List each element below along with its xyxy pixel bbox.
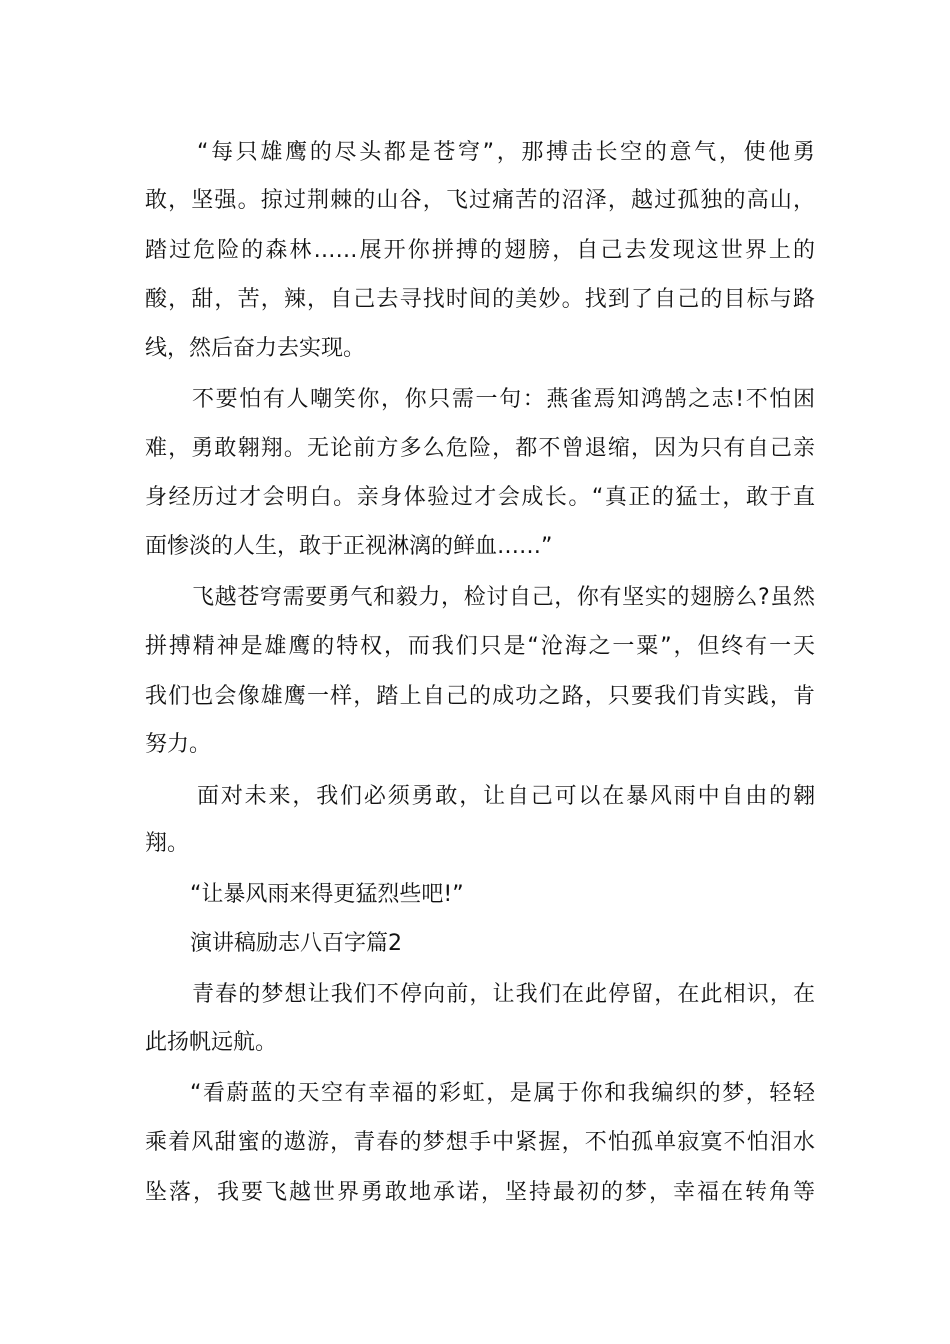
paragraph-line: 此扬帆远航。 (145, 1030, 278, 1055)
paragraph-line: 面惨淡的人生，敢于正视淋漓的鲜血……” (145, 534, 553, 559)
quote-line: “让暴风雨来得更猛烈些吧!” (190, 882, 464, 907)
paragraph-line: 翔。 (145, 831, 190, 856)
paragraph-line: 坠落，我要飞越世界勇敢地承诺，坚持最初的梦，幸福在转角等 (145, 1180, 815, 1205)
paragraph-line: 难，勇敢翱翔。无论前方多么危险，都不曾退缩，因为只有自己亲 (145, 436, 815, 461)
paragraph-line: 努力。 (145, 732, 212, 757)
paragraph-line: 拼搏精神是雄鹰的特权，而我们只是“沧海之一粟”，但终有一天 (145, 634, 815, 659)
paragraph-line: 酸，甜，苦，辣，自己去寻找时间的美妙。找到了自己的目标与路 (145, 287, 815, 312)
paragraph-line: 不要怕有人嘲笑你，你只需一句：燕雀焉知鸿鹄之志!不怕困 (192, 387, 815, 412)
paragraph-line: 我们也会像雄鹰一样，踏上自己的成功之路，只要我们肯实践，肯 (145, 684, 815, 709)
paragraph-line: 线，然后奋力去实现。 (145, 336, 366, 361)
paragraph-line: “看蔚蓝的天空有幸福的彩虹，是属于你和我编织的梦，轻轻 (190, 1081, 815, 1106)
paragraph-line: 踏过危险的森林……展开你拼搏的翅膀，自己去发现这世界上的 (145, 238, 815, 263)
section-heading: 演讲稿励志八百字篇2 (190, 931, 402, 956)
paragraph-line: 面对未来，我们必须勇敢，让自己可以在暴风雨中自由的翱 (197, 784, 815, 809)
paragraph-line: “每只雄鹰的尽头都是苍穹”，那搏击长空的意气，使他勇 (197, 140, 815, 165)
paragraph-line: 身经历过才会明白。亲身体验过才会成长。“真正的猛士，敢于直 (145, 485, 815, 510)
paragraph-line: 敢，坚强。掠过荆棘的山谷，飞过痛苦的沼泽，越过孤独的高山， (145, 188, 815, 213)
paragraph-line: 飞越苍穹需要勇气和毅力，检讨自己，你有坚实的翅膀么?虽然 (192, 585, 815, 610)
paragraph-line: 青春的梦想让我们不停向前，让我们在此停留，在此相识，在 (192, 982, 815, 1007)
paragraph-line: 乘着风甜蜜的遨游，青春的梦想手中紧握，不怕孤单寂寞不怕泪水 (145, 1130, 815, 1155)
